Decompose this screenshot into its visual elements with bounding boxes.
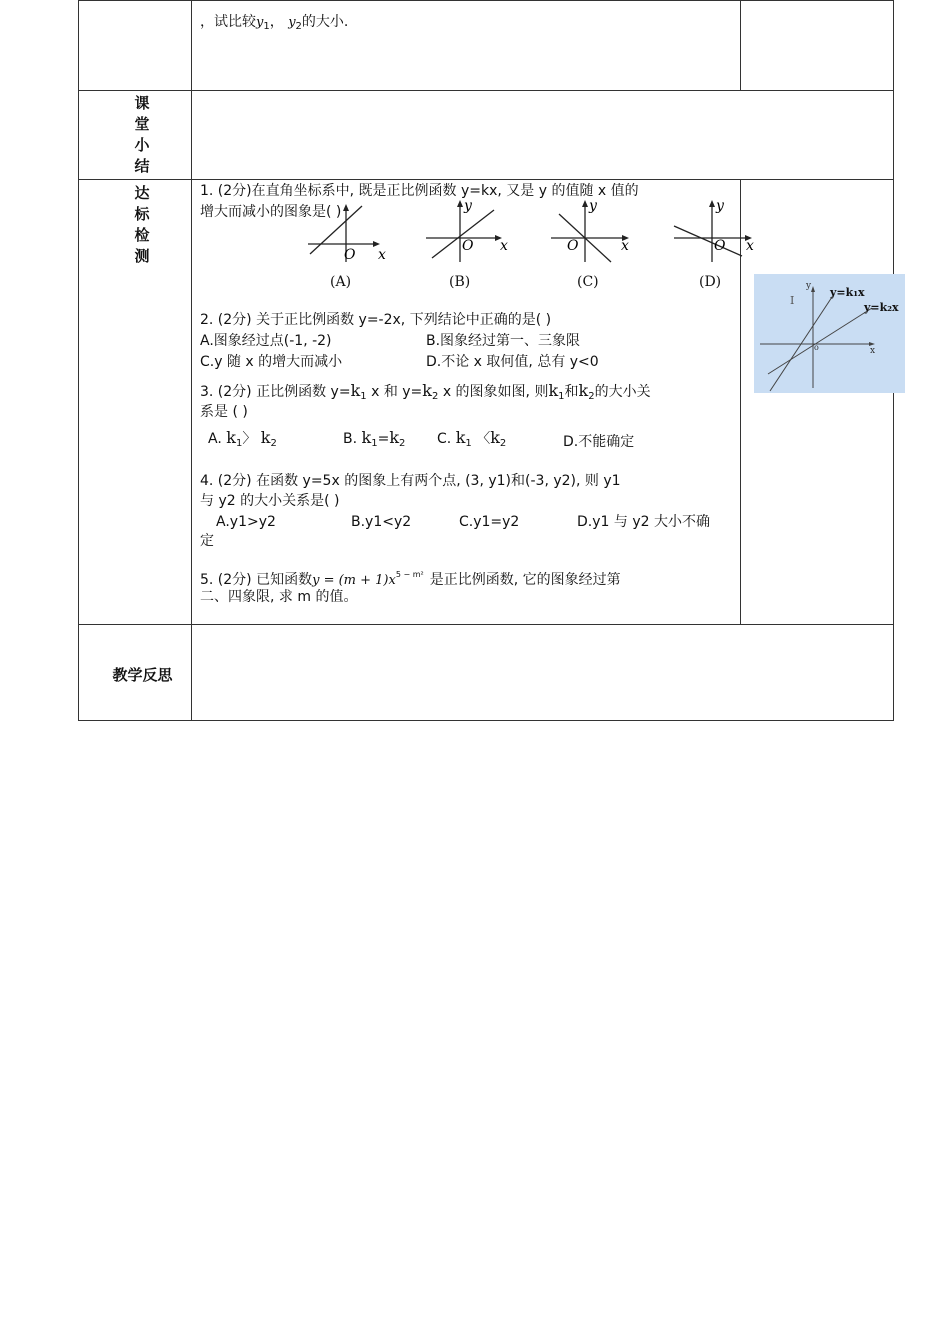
- axis-y-label: y: [716, 198, 724, 214]
- question-2-line1: 2. (2分) 关于正比例函数 y=-2x, 下列结论中正确的是( ): [200, 312, 552, 328]
- axis-x-label: x: [746, 238, 754, 254]
- q1-option-b: (B): [449, 274, 471, 290]
- axis-x-label: x: [870, 346, 876, 356]
- q1-option-d: (D): [699, 274, 722, 290]
- table-line: [191, 0, 192, 721]
- table-line: [78, 90, 894, 91]
- q1-graph-a: [300, 198, 395, 266]
- table-line: [78, 624, 894, 625]
- question-3-option-d: D.不能确定: [563, 434, 635, 450]
- question-3-line1: 3. (2分) 正比例函数 $y=k_1$ x 和 $y=k_2$ x 的图象如图, 则$k_1$和$k_2$的大小关: [200, 381, 651, 402]
- question-3-option-c: C. $k_1$ 〈$k_2$: [437, 428, 507, 449]
- axis-x-label: x: [621, 238, 629, 254]
- origin-label: O: [714, 238, 726, 254]
- question-2-option-c: C.y 随 x 的增大而减小: [200, 354, 343, 370]
- q1-graph-d: [668, 198, 760, 266]
- origin-label: O: [567, 238, 579, 254]
- reflection-label: 教学反思: [112, 666, 173, 684]
- question-3-option-a: A. $k_1$〉 $k_2$: [208, 428, 277, 449]
- text-cursor-icon: I: [790, 294, 795, 307]
- q1-graph-b: [420, 198, 515, 266]
- axis-y-label: y: [589, 198, 597, 214]
- line-k2-label: y=k₂x: [864, 301, 899, 314]
- question-3-line2: 系是 ( ): [200, 404, 248, 420]
- question-4-line2: 与 y2 的大小关系是( ): [200, 493, 340, 509]
- axis-x-label: x: [378, 247, 386, 263]
- table-line: [78, 0, 79, 721]
- q1-graph-c: [545, 198, 640, 266]
- origin-label: O: [462, 238, 474, 254]
- axis-y-label: y: [806, 281, 812, 291]
- axis-y-label: y: [464, 198, 472, 214]
- question-4-option-d-cont: 定: [200, 533, 214, 549]
- question-1-line2: 增大而减小的图象是( ): [200, 204, 342, 220]
- question-4-option-a: A.y1>y2: [216, 514, 276, 530]
- table-line: [78, 179, 894, 180]
- question-4-option-b: B.y1<y2: [351, 514, 412, 530]
- question-5-line1: 5. (2分) 已知函数$y = (m + 1)x^{5 - m^2}$ 是正比例函数, 它的图象经过第: [200, 570, 621, 588]
- summary-label: 课 堂 小 结: [134, 94, 150, 175]
- table-line: [78, 0, 894, 1]
- question-3-option-b: B. $k_1=k_2$: [343, 428, 406, 449]
- axis-x-label: x: [500, 238, 508, 254]
- q1-option-c: (C): [577, 274, 599, 290]
- origin-label: o: [814, 343, 819, 352]
- line-k1-label: y=k₁x: [830, 286, 865, 299]
- origin-label: O: [344, 247, 356, 263]
- table-line: [740, 0, 741, 91]
- question-2-option-a: A.图象经过点(-1, -2): [200, 333, 332, 349]
- question-1-line1: 1. (2分)在直角坐标系中, 既是正比例函数 y=kx, 又是 y 的值随 x 值的: [200, 183, 639, 199]
- row1-text: ，试比较$y_1$， $y_2$的大小.: [200, 14, 349, 32]
- question-4-option-c: C.y1=y2: [459, 514, 520, 530]
- table-line: [78, 720, 894, 721]
- question-2-option-b: B.图象经过第一、三象限: [426, 333, 581, 349]
- question-2-option-d: D.不论 x 取何值, 总有 y<0: [426, 354, 599, 370]
- question-4-option-d: D.y1 与 y2 大小不确: [577, 514, 710, 530]
- question-5-line2: 二、四象限, 求 m 的值。: [200, 589, 358, 605]
- side-graph: [754, 274, 905, 393]
- test-label: 达 标 检 测: [134, 184, 150, 265]
- q1-option-a: (A): [330, 274, 352, 290]
- question-4-line1: 4. (2分) 在函数 y=5x 的图象上有两个点, (3, y1)和(-3, y2), 则 y1: [200, 473, 621, 489]
